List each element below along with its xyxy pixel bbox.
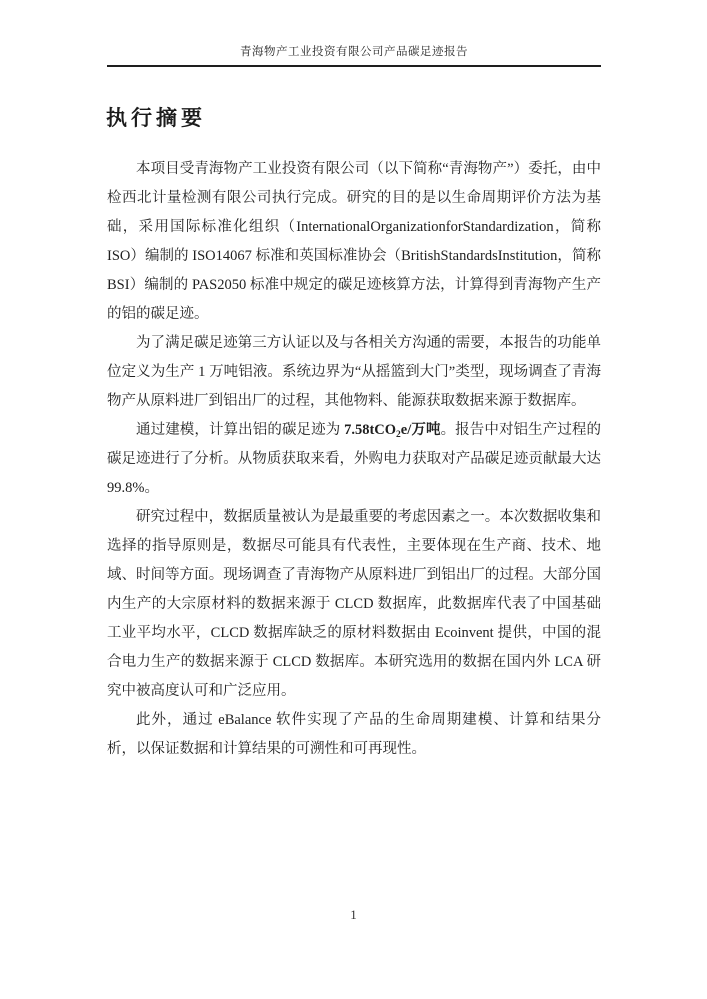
paragraph-functional-unit: 为了满足碳足迹第三方认证以及与各相关方沟通的需要，本报告的功能单位定义为生产 1 万吨铝液。系统边界为“从摇篮到大门”类型，现场调查了青海物产从原料进厂到铝出厂的过程，其他物料、能源获取数据来源于数据库。 — [107, 335, 601, 409]
paragraph-data-quality: 研究过程中，数据质量被认为是最重要的考虑因素之一。本次数据收集和选择的指导原则是，数据尽可能具有代表性，主要体现在生产商、技术、地域、时间等方面。现场调查了青海物产从原料进厂到铝出厂的过程。大部分国内生产的大宗原材料的数据来源于 CLCD 数据库，此数据库代表了中国基础工业平均水平，CLCD 数据库缺乏的原材料数据由 Ecoinvent 提供，中国的混合电力生产的数据来源于 CLCD 数据库。本研究选用的数据在国内外 LCA 研究中被高度认可和广泛应用。 — [107, 509, 601, 699]
page-header — [107, 44, 601, 67]
running-header-title: 青海物产工业投资有限公司产品碳足迹报告 — [240, 46, 468, 58]
paragraph-result-rest: 。报告中对铝生产过程的碳足迹进行了分析。从物质获取来看，外购电力获取对产品碳足迹贡献最大达 99.8%。 — [107, 422, 602, 496]
cf-value-main: 7.58tCO — [344, 422, 397, 438]
section-heading: 执行摘要 — [106, 107, 206, 130]
cf-value-subscript: 2 — [396, 430, 401, 440]
cf-value-unit: e/万吨 — [400, 422, 441, 438]
paragraph-result — [107, 416, 601, 503]
paragraph-result-lead: 通过建模，计算出铝的碳足迹为 — [136, 422, 345, 438]
paragraph-project-intro: 本项目受青海物产工业投资有限公司（以下简称“青海物产”）委托，由中检西北计量检测有限公司执行完成。研究的目的是以生命周期评价方法为基础，采用国际标准化组织（InternationalOrganizationforStandardization，简称 ISO）编制的 ISO14067 标准和英国标准协会（BritishStandardsInstitution，简称 BSI）编制的 PAS2050 标准中规定的碳足迹核算方法，计算得到青海物产生产的铝的碳足迹。 — [107, 161, 601, 322]
document-body — [107, 155, 601, 764]
carbon-footprint-value — [344, 422, 440, 438]
page-number: 1 — [350, 907, 357, 922]
paragraph-software: 此外，通过 eBalance 软件实现了产品的生命周期建模、计算和结果分析，以保证数据和计算结果的可溯性和可再现性。 — [107, 712, 601, 757]
